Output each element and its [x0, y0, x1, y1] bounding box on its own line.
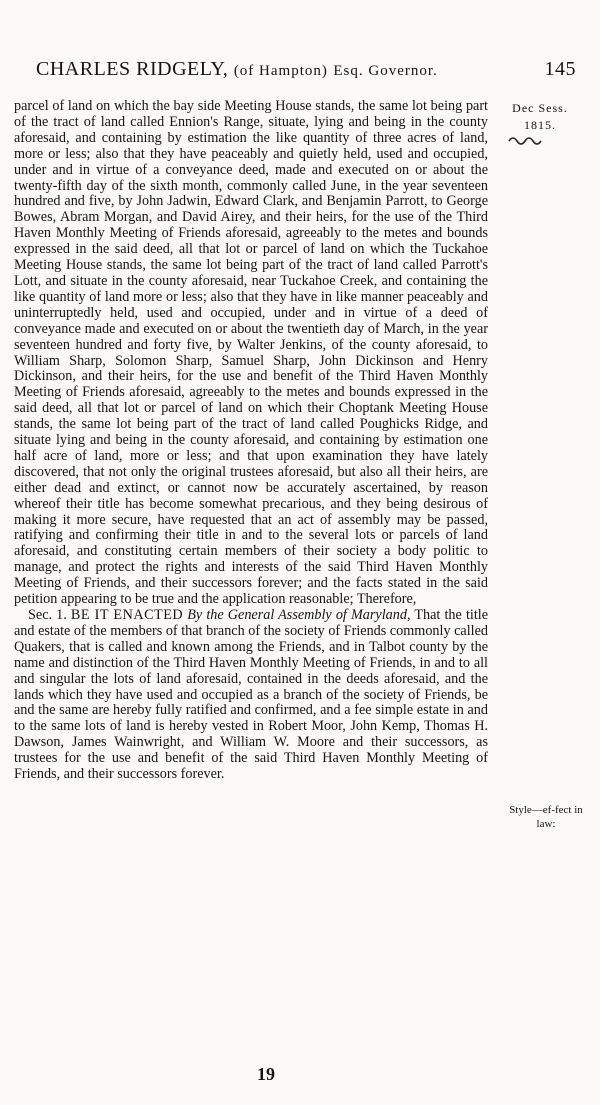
- signature-mark: 19: [257, 1064, 275, 1084]
- paragraph-section-1: [14, 608, 488, 783]
- header-of-hampton: (of Hampton): [233, 63, 328, 79]
- body-text: [14, 99, 488, 783]
- header-title: Esq. Governor.: [333, 63, 438, 79]
- margin-style-note: Style—ef-fect in law:: [509, 804, 583, 830]
- enacting-clause: BE IT ENACTED: [70, 607, 184, 623]
- assembly-clause: By the General Assembly of Maryland,: [187, 607, 411, 623]
- ornament-squiggle: [508, 135, 544, 145]
- section-label: Sec. 1.: [28, 607, 67, 623]
- header-name: CHARLES RIDGELY,: [36, 58, 229, 80]
- margin-session: Dec Sess.: [512, 101, 568, 115]
- page-number: 145: [544, 58, 576, 80]
- margin-session-note: [495, 100, 585, 134]
- margin-year: 1815.: [524, 118, 556, 132]
- section-text: That the title and estate of the members of that branch of the society of Friends commonly called Quakers, that is called and known among the Friends, and in Talbot county by the name and distinction of the Third Haven Monthly Meeting of Friends, in and to all and singular the lots of land aforesaid, contained in the deeds aforesaid, and the lands which they have used and occupied as a branch of the society of Friends, be and the same are hereby fully ratified and confirmed, and a fee simple estate in and to the same lots of land is hereby vested in Robert Moor, John Kemp, Thomas H. Dawson, James Wainwright, and William W. Moore and their successors, as trustees for the use and benefit of the said Third Haven Monthly Meeting of Friends, and their successors forever.: [14, 607, 489, 783]
- running-header: [36, 58, 576, 81]
- paragraph-preamble: parcel of land on which the bay side Meeting House stands, the same lot being part of the tract of land called Ennion's Range, situate, lying and being in the county aforesaid, and containing by estimation the like quantity of three acres of land, more or less; also that they have peaceably and quietly held, used and occupied, under and in virtue of a conveyance deed, made and executed on or about the twenty-fifth day of the sixth month, commonly called June, in the year seventeen hundred and five, by John Jadwin, Edward Clark, and Benjamin Parrott, to George Bowes, Abram Morgan, and David Airey, and their heirs, for the use of the Third Haven Monthly Meeting of Friends aforesaid, agreeably to the metes and bounds expressed in the said deed, all that lot or parcel of land on which the Tuckahoe Meeting House stands, the same lot being part of the tract of land called Parrott's Lott, and situate in the county aforesaid, near Tuckahoe Creek, and containing the like quantity of land more or less; also that they have in like manner peaceably and uninterruptedly held, used and occupied, under and in virtue of a deed of conveyance made and executed on or about the twentieth day of March, in the year seventeen hundred and forty five, by Walter Jenkins, of the county aforesaid, to William Sharp, Solomon Sharp, Samuel Sharp, John Dickinson and Henry Dickinson, and their heirs, for the use and benefit of the Third Haven Monthly Meeting of Friends aforesaid, agreeably to the metes and bounds expressed in the said deed, all that lot or parcel of land on which their Choptank Meeting House stands, the same lot being part of the tract of land called Poughicks Ridge, and situate lying and being in the county aforesaid, and containing by estimation one half acre of land, more or less; and that upon examination they have lately discovered, that not only the original trustees aforesaid, but also all their heirs, are either dead and extinct, or cannot now be accurately ascertained, by reason whereof their title has become somewhat precarious, and they being desirous of making it more secure, have requested that an act of assembly may be passed, ratifying and confirming their title in and to the several lots or parcels of land aforesaid, and constituting certain members of their society a body politic to manage, and protect the rights and interests of the said Third Haven Monthly Meeting of Friends, and their successors forever; and the facts stated in the said petition appearing to be true and the application reasonable; Therefore,: [14, 98, 488, 608]
